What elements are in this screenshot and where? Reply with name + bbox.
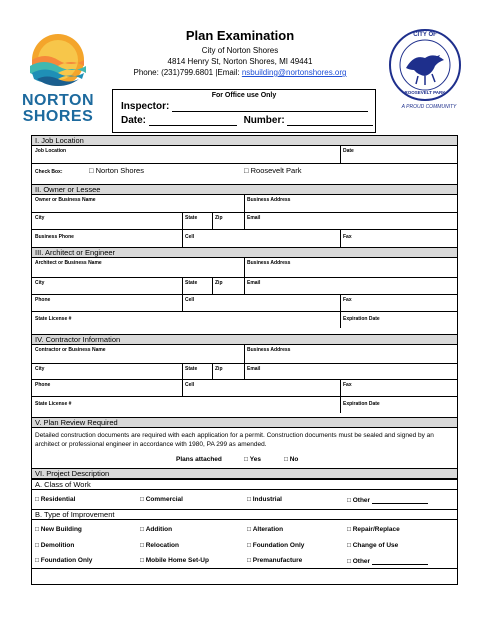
label-owner-cell: Cell (185, 234, 195, 240)
label-contractor-address: Business Address (247, 347, 291, 353)
office-use-box (112, 89, 376, 133)
other-class-field[interactable] (372, 496, 428, 504)
seal-text-bottom: A PROUD COMMUNITY (401, 104, 457, 110)
label-arch-email: Email (247, 280, 261, 286)
inspector-field[interactable] (172, 101, 368, 112)
label-contractor-phone: Phone (35, 382, 51, 388)
commercial-text: Commercial (145, 496, 183, 503)
label-arch-expiration: Expiration Date (343, 316, 380, 322)
repair-replace-text: Repair/Replace (352, 526, 400, 533)
section-contractor: IV. Contractor Information (32, 334, 457, 345)
inspector-row (121, 101, 368, 112)
checkbox-other-improvement[interactable]: □ Other (347, 557, 428, 565)
mobile-home-text: Mobile Home Set-Up (145, 557, 209, 564)
checkbox-alteration[interactable]: □ Alteration (247, 526, 284, 533)
label-arch-cell: Cell (185, 297, 195, 303)
label-owner-email: Email (247, 215, 261, 221)
label-arch-city: City (35, 280, 45, 286)
section-job-location: I. Job Location (32, 135, 457, 146)
org-address: 4814 Henry St, Norton Shores, MI 49441 (167, 57, 313, 66)
checkbox-roosevelt-park[interactable]: □ Roosevelt Park (244, 166, 302, 175)
premanufacture-text: Premanufacture (252, 557, 303, 564)
label-arch-state: State (185, 280, 198, 286)
office-heading: For Office use Only (211, 92, 277, 99)
label-owner-state: State (185, 215, 198, 221)
section-plan-review: V. Plan Review Required (32, 417, 457, 428)
office-date-label: Date: (121, 115, 147, 126)
checkbox-plans-yes[interactable]: □ Yes (244, 456, 261, 463)
other-class-text: Other (352, 497, 371, 504)
other-improvement-text: Other (352, 558, 371, 565)
checkbox-plans-no[interactable]: □ No (284, 456, 299, 463)
label-arch-name: Architect or Business Name (35, 260, 102, 266)
alteration-text: Alteration (252, 526, 284, 533)
label-contractor-email: Email (247, 366, 261, 372)
checkbox-new-building[interactable]: □ New Building (35, 526, 82, 533)
checkbox-premanufacture[interactable]: □ Premanufacture (247, 557, 303, 564)
label-contractor-zip: Zip (215, 366, 223, 372)
office-date-field[interactable] (149, 115, 237, 126)
foundation-only-text-1: Foundation Only (252, 542, 305, 549)
label-business-phone: Business Phone (35, 234, 74, 240)
seal-text-middle: ROOSEVELT PARK (404, 90, 446, 95)
checkbox-commercial[interactable]: □ Commercial (140, 496, 183, 503)
new-building-text: New Building (40, 526, 82, 533)
label-contractor-city: City (35, 366, 45, 372)
label-contractor-fax: Fax (343, 382, 352, 388)
label-contractor-state: State (185, 366, 198, 372)
label-arch-address: Business Address (247, 260, 291, 266)
email-link[interactable]: nsbuilding@nortonshores.org (241, 68, 347, 77)
label-owner-fax: Fax (343, 234, 352, 240)
other-improvement-field[interactable] (372, 557, 428, 565)
checkbox-other-class[interactable]: □ Other (347, 496, 428, 504)
checkbox-change-of-use[interactable]: □ Change of Use (347, 542, 399, 549)
plans-no-text: No (289, 456, 299, 463)
label-owner-address: Business Address (247, 197, 291, 203)
demolition-text: Demolition (40, 542, 75, 549)
seal-text-top: CITY OF (413, 32, 437, 38)
label-job-location: Job Location (35, 148, 67, 154)
checkbox-mobile-home[interactable]: □ Mobile Home Set-Up (140, 557, 209, 564)
section-architect: III. Architect or Engineer (32, 247, 457, 258)
plan-review-text: Detailed construction documents are required with each application for a permit. Construction documents must be sealed and signed by an architect or professional engineer in accordance with 1980, PA 299 as amended. (35, 432, 434, 448)
contact-line (0, 68, 480, 77)
roosevelt-park-text: Roosevelt Park (250, 166, 302, 175)
checkbox-foundation-only-1[interactable]: □ Foundation Only (247, 542, 305, 549)
label-check-box: Check Box: (35, 169, 63, 175)
checkbox-repair-replace[interactable]: □ Repair/Replace (347, 526, 400, 533)
label-arch-zip: Zip (215, 280, 223, 286)
label-contractor-cell: Cell (185, 382, 195, 388)
label-contractor-name: Contractor or Business Name (35, 347, 106, 353)
label-arch-license: State License # (35, 316, 72, 322)
checkbox-relocation[interactable]: □ Relocation (140, 542, 179, 549)
org-name: City of Norton Shores (201, 46, 279, 55)
label-arch-phone: Phone (35, 297, 51, 303)
office-number-field[interactable] (287, 115, 373, 126)
relocation-text: Relocation (145, 542, 179, 549)
checkbox-demolition[interactable]: □ Demolition (35, 542, 75, 549)
page-title: Plan Examination (185, 28, 295, 43)
foundation-only-text-2: Foundation Only (40, 557, 93, 564)
logo-text-norton: NORTON (21, 92, 95, 109)
norton-shores-text: Norton Shores (95, 166, 144, 175)
change-of-use-text: Change of Use (352, 542, 399, 549)
plans-attached-label: Plans attached (176, 456, 222, 463)
residential-text: Residential (40, 496, 76, 503)
subsection-class-of-work: A. Class of Work (32, 479, 457, 490)
industrial-text: Industrial (252, 496, 282, 503)
checkbox-industrial[interactable]: □ Industrial (247, 496, 282, 503)
label-owner-city: City (35, 215, 45, 221)
office-number-label: Number: (243, 115, 285, 126)
label-contractor-expiration: Expiration Date (343, 401, 380, 407)
label-owner-name: Owner or Business Name (35, 197, 96, 203)
date-number-row (121, 115, 373, 126)
label-job-date: Date (343, 148, 354, 154)
logo-text-shores: SHORES (22, 108, 94, 125)
checkbox-addition[interactable]: □ Addition (140, 526, 173, 533)
checkbox-norton-shores[interactable]: □ Norton Shores (89, 166, 144, 175)
plan-exam-form (31, 135, 458, 585)
plans-yes-text: Yes (249, 456, 261, 463)
label-contractor-license: State License # (35, 401, 72, 407)
label-owner-zip: Zip (215, 215, 223, 221)
inspector-label: Inspector: (121, 101, 170, 112)
subsection-type-of-improvement: B. Type of Improvement (32, 509, 457, 520)
phone-text: Phone: (231)799.6801 |Email: (133, 68, 242, 77)
checkbox-residential[interactable]: □ Residential (35, 496, 76, 503)
addition-text: Addition (145, 526, 173, 533)
label-arch-fax: Fax (343, 297, 352, 303)
section-owner: II. Owner or Lessee (32, 184, 457, 195)
section-project: VI. Project Description (32, 468, 457, 479)
checkbox-foundation-only-2[interactable]: □ Foundation Only (35, 557, 93, 564)
